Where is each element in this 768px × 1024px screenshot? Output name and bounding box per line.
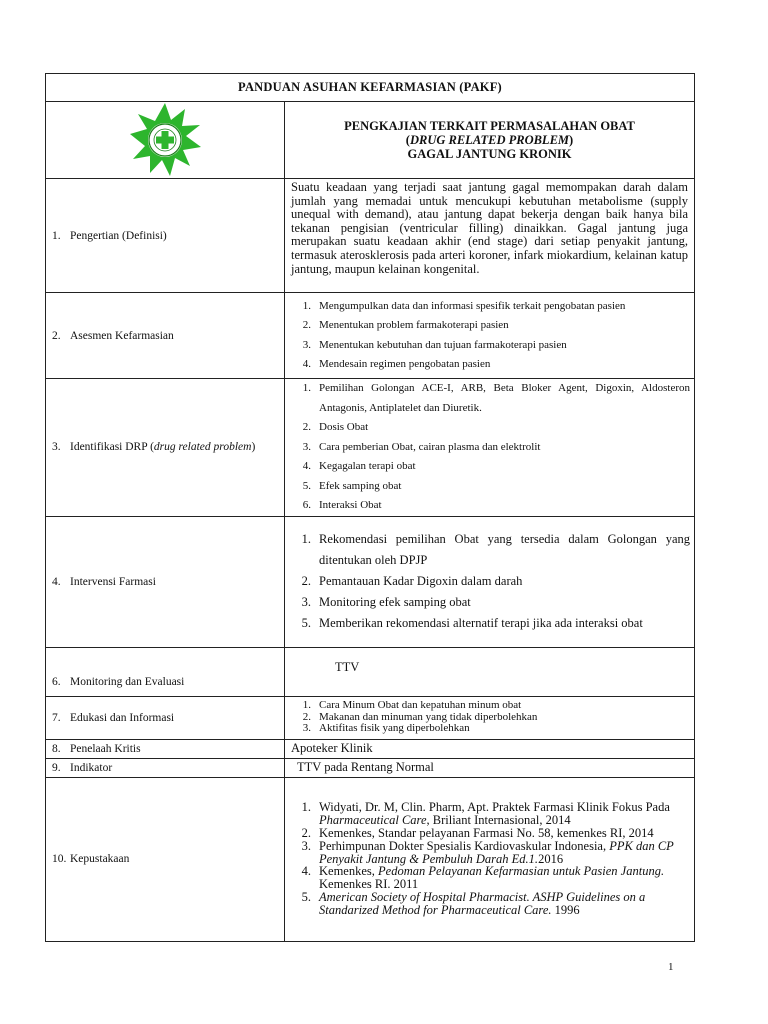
list-item: 2. Pemantauan Kadar Digoxin dalam darah	[301, 574, 523, 588]
reference-item: 1. Widyati, Dr. M, Clin. Pharm, Apt. Praktek Farmasi Klinik Fokus Pada Pharmaceutical Care, Briliant Internasional, 2014	[301, 800, 670, 828]
list-item: 1. Cara Minum Obat dan kepatuhan minum obat	[302, 698, 522, 711]
reference-item: 3. Perhimpunan Dokter Spesialis Kardiovaskular Indonesia, PPK dan CP Penyakit Jantung & Pembuluh Darah Ed.1.2016	[301, 838, 674, 866]
reference-item: 4. Kemenkes, Pedoman Pelayanan Kefarmasian untuk Pasien Jantung. Kemenkes RI. 2011	[301, 864, 665, 892]
row-label-penelaah: 8. Penelaah Kritis	[46, 739, 285, 758]
row-content-identifikasi	[285, 379, 695, 517]
row-content-edukasi	[285, 696, 695, 739]
list-item: 5. Memberikan rekomendasi alternatif terapi jika ada interaksi obat	[301, 616, 643, 630]
list-item: 4. Mendesain regimen pengobatan pasien	[302, 358, 491, 370]
reference-item: 5. American Society of Hospital Pharmacist. ASHP Guidelines on a Standarized Method for Pharmaceutical Care. 1996	[301, 889, 646, 917]
organization-logo	[120, 102, 210, 178]
list-item: 1. Mengumpulkan data dan informasi spesifik terkait pengobatan pasien	[302, 299, 626, 312]
row-label-identifikasi: 3. Identifikasi DRP (drug related problem)	[46, 379, 285, 517]
monitoring-text: TTV	[335, 659, 360, 674]
list-item: 3. Cara pemberian Obat, cairan plasma dan elektrolit	[302, 440, 541, 453]
row-content-indikator	[285, 758, 695, 777]
row-content-penelaah	[285, 739, 695, 758]
asesmen-list	[285, 297, 694, 375]
logo-cell	[46, 102, 285, 179]
row-label-indikator: 9. Indikator	[46, 758, 285, 777]
list-item: 1. Rekomendasi pemilihan Obat yang tersedia dalam Golongan yang ditentukan oleh DPJP	[301, 532, 690, 567]
subtitle-cell	[285, 102, 695, 179]
row-label-asesmen: 2. Asesmen Kefarmasian	[46, 293, 285, 379]
subtitle-line-1: PENGKAJIAN TERKAIT PERMASALAHAN OBAT	[344, 119, 635, 133]
definition-text: Suatu keadaan yang terjadi saat jantung gagal memompakan darah dalam jumlah yang memadai untuk mencukupi kebutuhan metabolisme (supply unequal with demand), atau jantung dapat bekerja dengan baik hanya bila tekanan pengisian (ventricular filling) dinaikkan. Gagal jantung juga merupakan suatu keadaan akhir (end stage) dari setiap penyakit jantung, termasuk aterosklerosis pada arteri koroner, infark miokardium, kelainan katup jantung, maupun kelainan kongenital.	[291, 180, 688, 276]
list-item: 6. Interaksi Obat	[302, 499, 382, 511]
list-item: 3. Menentukan kebutuhan dan tujuan farmakoterapi pasien	[302, 338, 567, 351]
reference-list	[285, 801, 694, 916]
row-content-kepustakaan	[285, 777, 695, 941]
reference-item: 2. Kemenkes, Standar pelayanan Farmasi No. 58, kemenkes RI, 2014	[301, 826, 654, 840]
row-label-edukasi: 7. Edukasi dan Informasi	[46, 696, 285, 739]
list-item: 3. Aktifitas fisik yang diperbolehkan	[302, 722, 470, 735]
pakf-table	[45, 73, 695, 942]
indikator-text: TTV pada Rentang Normal	[297, 760, 434, 774]
edukasi-list	[285, 700, 694, 735]
row-content-asesmen	[285, 293, 695, 379]
row-label-monitoring: 6. Monitoring dan Evaluasi	[46, 647, 285, 696]
list-item: 2. Dosis Obat	[302, 421, 369, 433]
list-item: 5. Efek samping obat	[302, 479, 402, 492]
page-number: 1	[668, 961, 674, 973]
subtitle-line-3: GAGAL JANTUNG KRONIK	[407, 147, 572, 161]
intervensi-list	[285, 529, 694, 634]
drp-list	[285, 379, 694, 516]
list-item: 4. Kegagalan terapi obat	[302, 460, 416, 472]
list-item: 1. Pemilihan Golongan ACE-I, ARB, Beta Bloker Agent, Digoxin, Aldosteron Antagonis, Antiplatelet dan Diuretik.	[302, 382, 690, 414]
list-item: 3. Monitoring efek samping obat	[301, 595, 471, 609]
penelaah-text: Apoteker Klinik	[291, 741, 373, 755]
row-content-intervensi	[285, 516, 695, 647]
row-label-kepustakaan: 10. Kepustakaan	[46, 777, 285, 941]
row-content-monitoring	[285, 647, 695, 696]
row-label-pengertian: 1. Pengertian (Definisi)	[46, 179, 285, 293]
row-content-pengertian	[285, 179, 695, 293]
document-title: PANDUAN ASUHAN KEFARMASIAN (PAKF)	[46, 74, 695, 102]
list-item: 2. Makanan dan minuman yang tidak diperbolehkan	[302, 710, 538, 723]
subtitle-line-2: (DRUG RELATED PROBLEM)	[405, 133, 574, 147]
row-label-intervensi: 4. Intervensi Farmasi	[46, 516, 285, 647]
list-item: 2. Menentukan problem farmakoterapi pasien	[302, 319, 509, 331]
